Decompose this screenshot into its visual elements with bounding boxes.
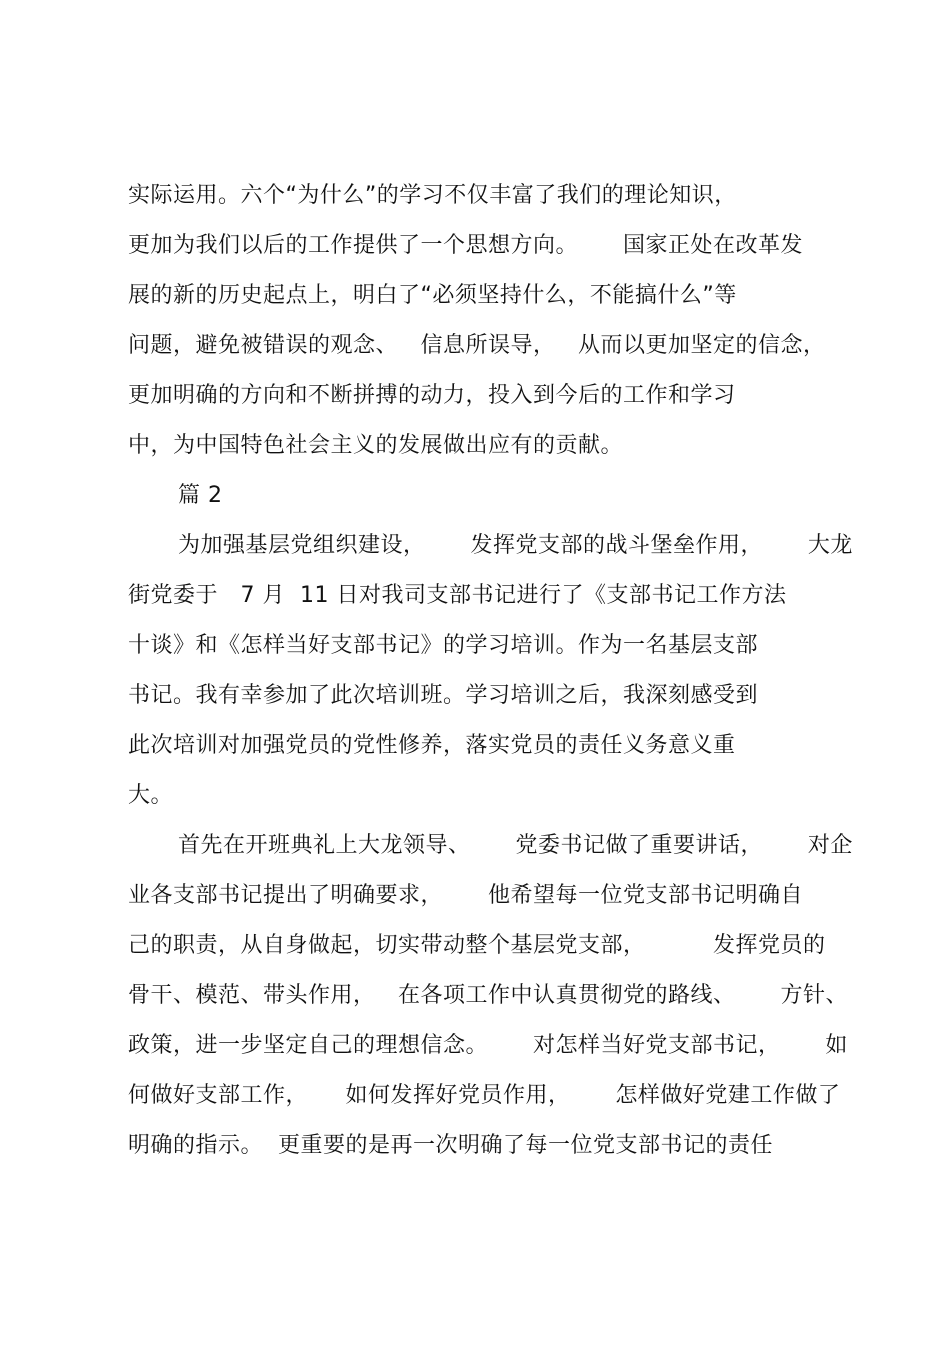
text-line: 政策，进一步坚定自己的理想信念。 对怎样当好党支部书记， 如 [128, 1033, 848, 1058]
text-line: 实际运用。六个“为什么”的学习不仅丰富了我们的理论知识， [128, 183, 737, 208]
text-line: 首先在开班典礼上大龙领导、 党委书记做了重要讲话， 对企 [178, 833, 853, 858]
text-line: 己的职责，从自身做起，切实带动整个基层党支部， 发挥党员的 [128, 933, 826, 958]
text-line: 展的新的历史起点上，明白了“必须坚持什么，不能搞什么”等 [128, 283, 737, 308]
text-line: 业各支部书记提出了明确要求， 他希望每一位党支部书记明确自 [128, 883, 803, 908]
text-line: 更加为我们以后的工作提供了一个思想方向。 国家正处在改革发 [128, 233, 803, 258]
text-line: 书记。我有幸参加了此次培训班。学习培训之后，我深刻感受到 [128, 683, 759, 708]
text-line: 此次培训对加强党员的党性修养，落实党员的责任义务意义重 [128, 733, 736, 758]
section-heading: 篇 2 [178, 483, 223, 508]
text-line: 骨干、模范、带头作用， 在各项工作中认真贯彻党的路线、 方针、 [128, 983, 848, 1008]
text-line: 中，为中国特色社会主义的发展做出应有的贡献。 [128, 433, 624, 458]
text-line: 何做好支部工作， 如何发挥好党员作用， 怎样做好党建工作做了 [128, 1083, 841, 1108]
text-line: 明确的指示。 更重要的是再一次明确了每一位党支部书记的责任 [128, 1133, 773, 1158]
text-line: 更加明确的方向和不断拼搏的动力，投入到今后的工作和学习 [128, 383, 736, 408]
text-line: 为加强基层党组织建设， 发挥党支部的战斗堡垒作用， 大龙 [178, 533, 853, 558]
text-line: 十谈》和《怎样当好支部书记》的学习培训。作为一名基层支部 [128, 633, 759, 658]
text-line: 问题，避免被错误的观念、 信息所误导， 从而以更加坚定的信念， [128, 333, 826, 358]
text-line: 大。 [128, 783, 174, 808]
text-line: 街党委于 7 月 11 日对我司支部书记进行了《支部书记工作方法 [128, 583, 787, 608]
